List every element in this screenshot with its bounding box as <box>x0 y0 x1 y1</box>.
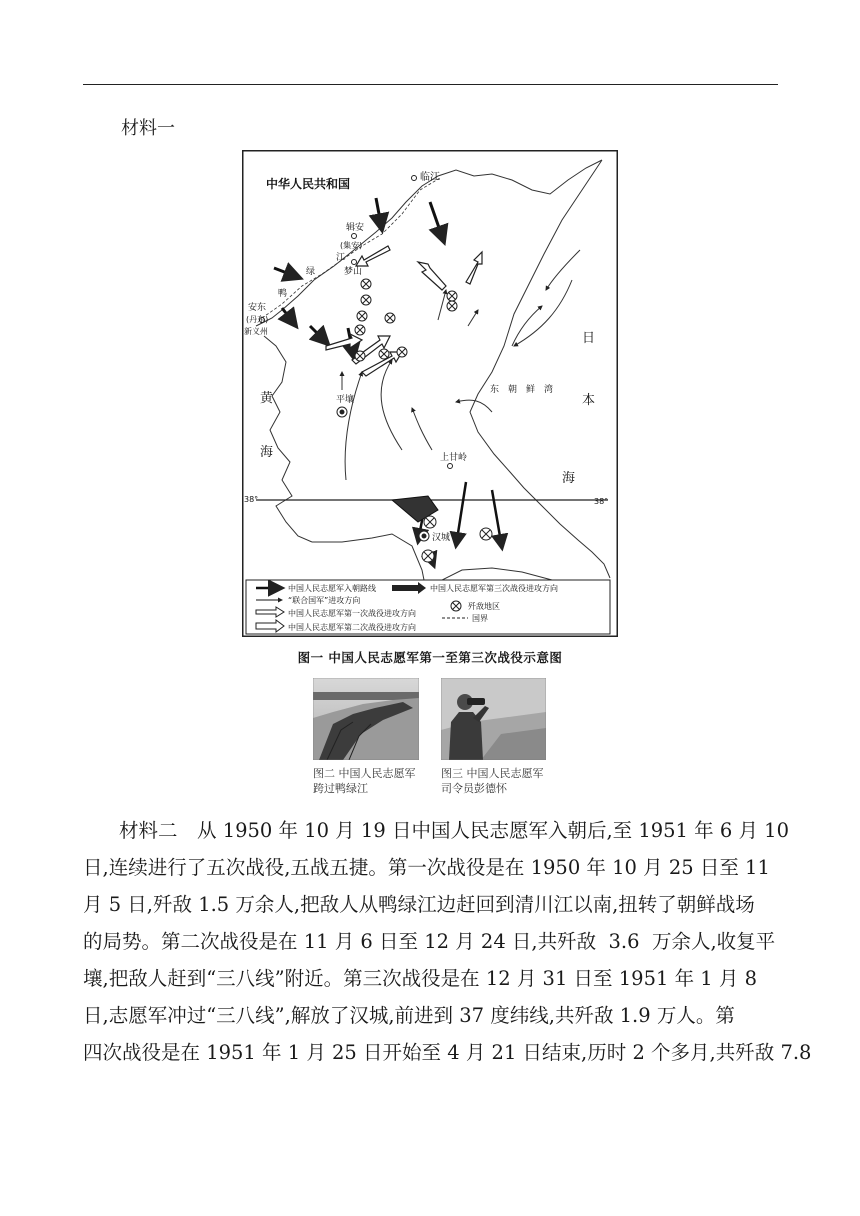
annihilation-marker <box>422 550 434 562</box>
annihilation-marker <box>397 347 407 357</box>
annihilation-marker <box>385 313 395 323</box>
paragraph-line: 材料二 从 1950 年 10 月 19 日中国人民志愿军入朝后,至 1951 年 6 月 10 <box>119 819 789 842</box>
map-legend <box>246 580 610 634</box>
annihilation-marker <box>361 295 371 305</box>
label-pyongyang: 平壤 <box>336 395 355 405</box>
photo-caption-peng <box>441 766 544 796</box>
linjiang-marker <box>412 176 417 181</box>
paragraph-line: 月 5 日,歼敌 1.5 万余人,把敌人从鸭绿江边赶回到清川江以南,扭转了朝鲜战场 <box>83 893 755 916</box>
label-shangganling: 上甘岭 <box>440 453 468 463</box>
legend-third: 中国人民志愿军第三次战役进攻方向 <box>430 584 558 593</box>
jian-marker <box>352 234 357 239</box>
photo-crossing-yalu <box>313 678 419 760</box>
label-china: 中华人民共和国 <box>266 177 351 191</box>
battle-map <box>242 150 618 637</box>
photo-peng-dehuai <box>441 678 546 760</box>
seoul-marker <box>419 531 429 541</box>
paragraph-line: 的局势。第二次战役是在 11 月 6 日至 12 月 24 日,共歼敌 3.6 万余人,收复平 <box>83 930 776 953</box>
legend-annihilation: 歼敌地区 <box>468 602 500 611</box>
paragraph-line: 壤,把敌人赶到“三八线”附近。第三次战役是在 12 月 31 日至 1951 年 1 月 8 <box>83 967 757 990</box>
header-rule <box>83 84 778 85</box>
label-ben: 本 <box>582 393 596 408</box>
shangganling-marker <box>448 464 453 469</box>
annihilation-marker <box>357 311 367 321</box>
label-dandong: (丹东) <box>246 315 269 324</box>
label-38-right: 38° <box>594 497 609 506</box>
label-jian-sub: (集安) <box>340 241 363 250</box>
label-seoul: 汉城 <box>432 533 451 543</box>
material-one-label: 材料一 <box>121 118 175 139</box>
label-jiang: 江 <box>336 253 346 263</box>
annihilation-marker <box>361 279 371 289</box>
material-two-paragraph <box>83 812 812 1071</box>
label-jian: 辑安 <box>346 223 365 233</box>
label-huang: 黄 <box>260 391 274 406</box>
legend-first: 中国人民志愿军第一次战役进攻方向 <box>288 609 416 618</box>
photo-caption-line: 图二 中国人民志愿军 <box>313 767 416 780</box>
annihilation-marker <box>480 528 492 540</box>
mengshan-marker <box>352 260 357 265</box>
annihilation-marker <box>355 325 365 335</box>
annihilation-marker <box>447 301 457 311</box>
annihilation-marker <box>424 516 436 528</box>
photo-caption-line: 图三 中国人民志愿军 <box>441 767 544 780</box>
paragraph-line: 日,连续进行了五次战役,五战五捷。第一次战役是在 1950 年 10 月 25 日至 11 <box>83 856 770 879</box>
paragraph-line: 日,志愿军冲过“三八线”,解放了汉城,前进到 37 度纬线,共歼敌 1.9 万人。第 <box>83 1004 735 1027</box>
pyongyang-marker <box>337 407 347 417</box>
label-linjiang: 临江 <box>420 172 440 183</box>
label-lu: 绿 <box>306 267 316 277</box>
photo-caption-crossing <box>313 766 416 796</box>
label-andong: 安东 <box>248 303 267 313</box>
label-mengshan: 梦山 <box>344 267 363 277</box>
annihilation-marker <box>355 351 365 361</box>
map-frame <box>243 151 618 637</box>
label-38-left: 38° <box>244 495 259 504</box>
paragraph-line: 四次战役是在 1951 年 1 月 25 日开始至 4 月 21 日结束,历时 2 个多月,共歼敌 7.8 <box>83 1041 812 1064</box>
photo-caption-line: 跨过鸭绿江 <box>313 782 368 795</box>
label-ri: 日 <box>582 331 596 346</box>
label-xinyizhou: 新义州 <box>244 327 268 336</box>
annihilation-marker <box>379 349 389 359</box>
label-ya: 鸭 <box>278 289 288 299</box>
label-sea-east: 海 <box>562 471 576 486</box>
legend-entry: 中国人民志愿军入朝路线 <box>288 584 376 593</box>
legend-second: 中国人民志愿军第二次战役进攻方向 <box>288 623 416 632</box>
label-east-bay: 东 朝 鲜 湾 <box>490 385 554 395</box>
legend-un: “联合国军”进攻方向 <box>288 596 361 605</box>
label-yellow-sea: 海 <box>260 445 274 460</box>
photo-caption-line: 司令员彭德怀 <box>441 782 507 795</box>
annihilation-marker <box>447 291 457 301</box>
map-caption: 图一 中国人民志愿军第一至第三次战役示意图 <box>297 650 563 665</box>
legend-border: 国界 <box>472 614 488 623</box>
